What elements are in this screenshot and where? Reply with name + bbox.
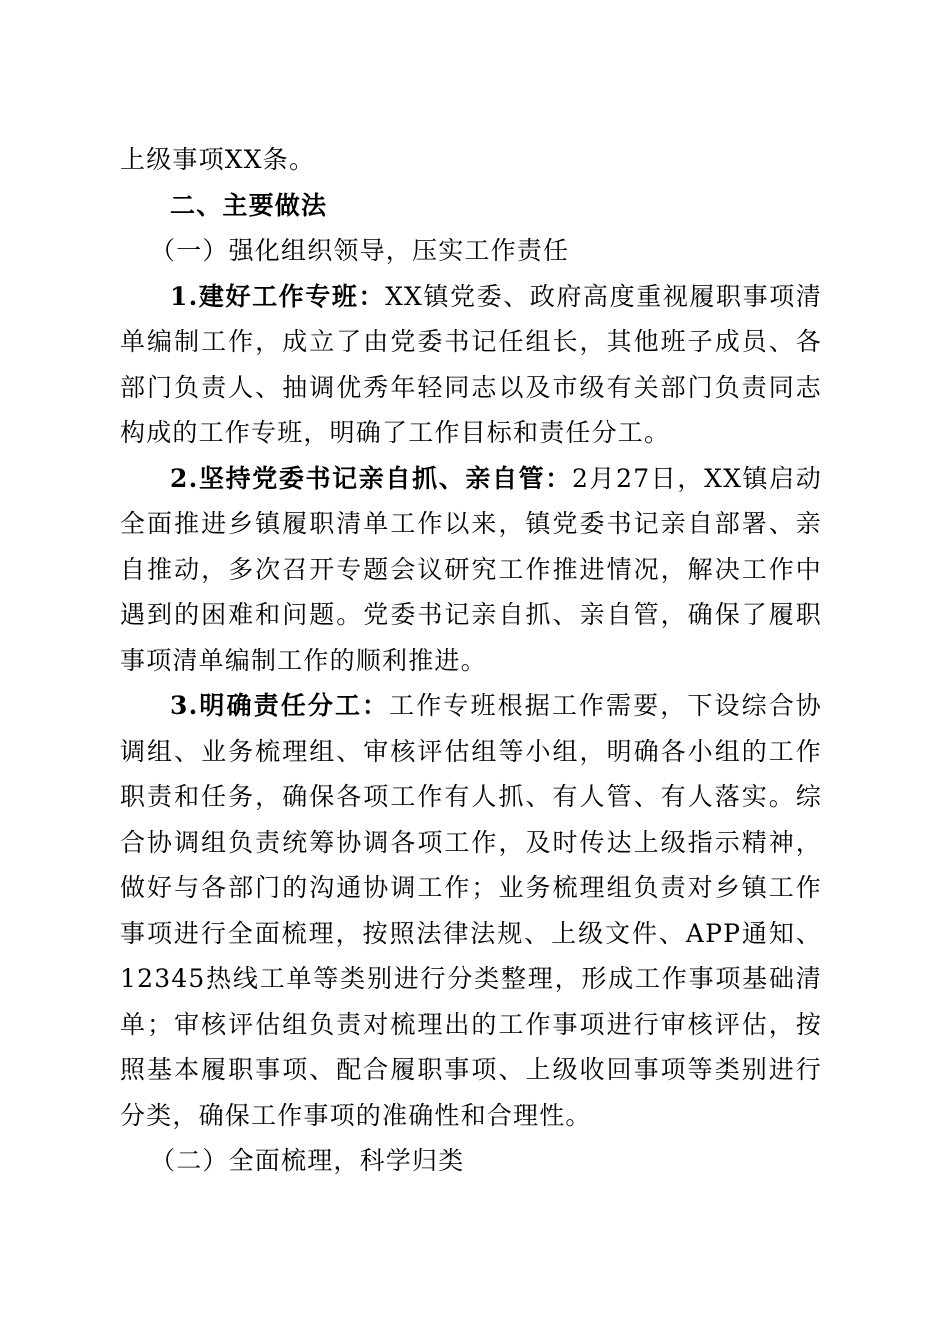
paragraph-item-1 [120, 274, 822, 456]
item-3-lead: 3.明确责任分工： [170, 691, 390, 720]
document-page [120, 137, 822, 1184]
subsection-heading-1: （一）强化组织领导，压实工作责任 [150, 236, 570, 265]
paragraph-item-3 [120, 683, 822, 1138]
item-2-text: 2月27日，XX镇启动全面推进乡镇履职清单工作以来，镇党委书记亲自部署、亲自推动，多次召开专题会议研究工作推进情况，解决工作中遇到的困难和问题。党委书记亲自抓、亲自管，确保了履职事项清单编制工作的顺利推进。 [120, 463, 822, 675]
section-heading: 二、主要做法 [170, 190, 328, 220]
item-3-text: 工作专班根据工作需要，下设综合协调组、业务梳理组、审核评估组等小组，明确各小组的工作职责和任务，确保各项工作有人抓、有人管、有人落实。综合协调组负责统筹协调各项工作，及时传达上级指示精神，做好与各部门的沟通协调工作；业务梳理组负责对乡镇工作事项进行全面梳理，按照法律法规、上级文件、APP通知、12345热线工单等类别进行分类整理，形成工作事项基础清单；审核评估组负责对梳理出的工作事项进行审核评估，按照基本履职事项、配合履职事项、上级收回事项等类别进行分类，确保工作事项的准确性和合理性。 [120, 691, 822, 1130]
item-1-lead: 1.建好工作专班： [170, 281, 386, 311]
subsection-heading-2: （二）全面梳理，科学归类 [150, 1146, 465, 1175]
continuation-text: 上级事项XX条。 [120, 145, 316, 174]
item-1-text: XX镇党委、政府高度重视履职事项清单编制工作，成立了由党委书记任组长，其他班子成员、各部门负责人、抽调优秀年轻同志以及市级有关部门负责同志构成的工作专班，明确了工作目标和责任分工。 [120, 281, 822, 447]
item-2-lead: 2.坚持党委书记亲自抓、亲自管： [170, 463, 572, 493]
paragraph-item-2 [120, 456, 822, 684]
